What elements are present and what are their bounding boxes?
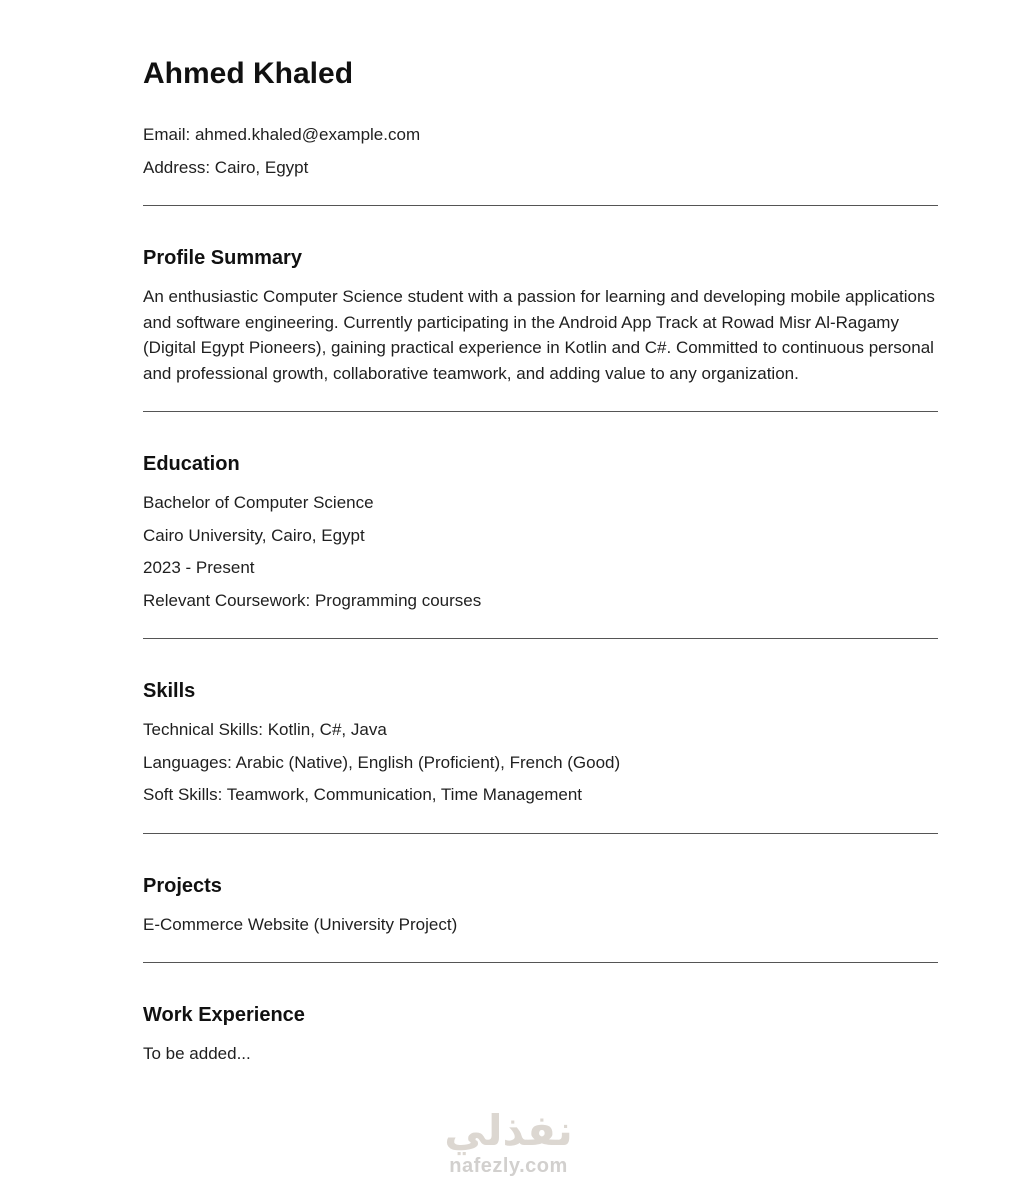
project-item: E-Commerce Website (University Project) (143, 914, 458, 934)
section-title-profile-summary: Profile Summary (143, 247, 302, 269)
section-projects (143, 874, 938, 938)
section-title-projects: Projects (143, 874, 222, 897)
section-profile-summary (143, 246, 938, 386)
contact-address-line: Address: Cairo, Egypt (143, 157, 309, 177)
resume-name: Ahmed Khaled (143, 57, 354, 90)
section-title-work-experience: Work Experience (143, 1004, 305, 1026)
education-dates: 2023 - Present (143, 558, 255, 577)
section-divider (143, 411, 938, 412)
nafezly-watermark (444, 1108, 573, 1176)
nafezly-domain-text: nafezly.com (449, 1155, 568, 1177)
section-education (143, 452, 938, 613)
skills-languages: Languages: Arabic (Native), English (Proficient), French (Good) (143, 752, 621, 772)
section-divider (143, 638, 938, 639)
section-title-education: Education (143, 453, 240, 475)
section-divider (143, 205, 938, 206)
section-divider (143, 962, 938, 963)
section-title-skills: Skills (143, 680, 196, 702)
section-divider (143, 833, 938, 834)
contact-email-line: Email: ahmed.khaled@example.com (143, 125, 421, 144)
skills-technical: Technical Skills: Kotlin, C#, Java (143, 720, 387, 739)
nafezly-logo-arabic: نفذلي (444, 1106, 573, 1155)
section-skills (143, 679, 938, 808)
education-institution: Cairo University, Cairo, Egypt (143, 525, 365, 545)
education-coursework: Relevant Coursework: Programming courses (143, 590, 482, 610)
section-work-experience (143, 1003, 938, 1067)
work-experience-placeholder: To be added... (143, 1044, 251, 1063)
skills-soft: Soft Skills: Teamwork, Communication, Time Management (143, 785, 583, 804)
education-degree: Bachelor of Computer Science (143, 493, 374, 512)
profile-summary-text: An enthusiastic Computer Science student with a passion for learning and developing mobile applications and software engineering. Currently participating in the Android App Track at Rowad Misr Al-Ragamy (Digital Egypt Pioneers), gaining practical experience in Kotlin and C#. Committed to continuous personal and professional growth, collaborative teamwork, and adding value to any organization. (143, 287, 935, 383)
